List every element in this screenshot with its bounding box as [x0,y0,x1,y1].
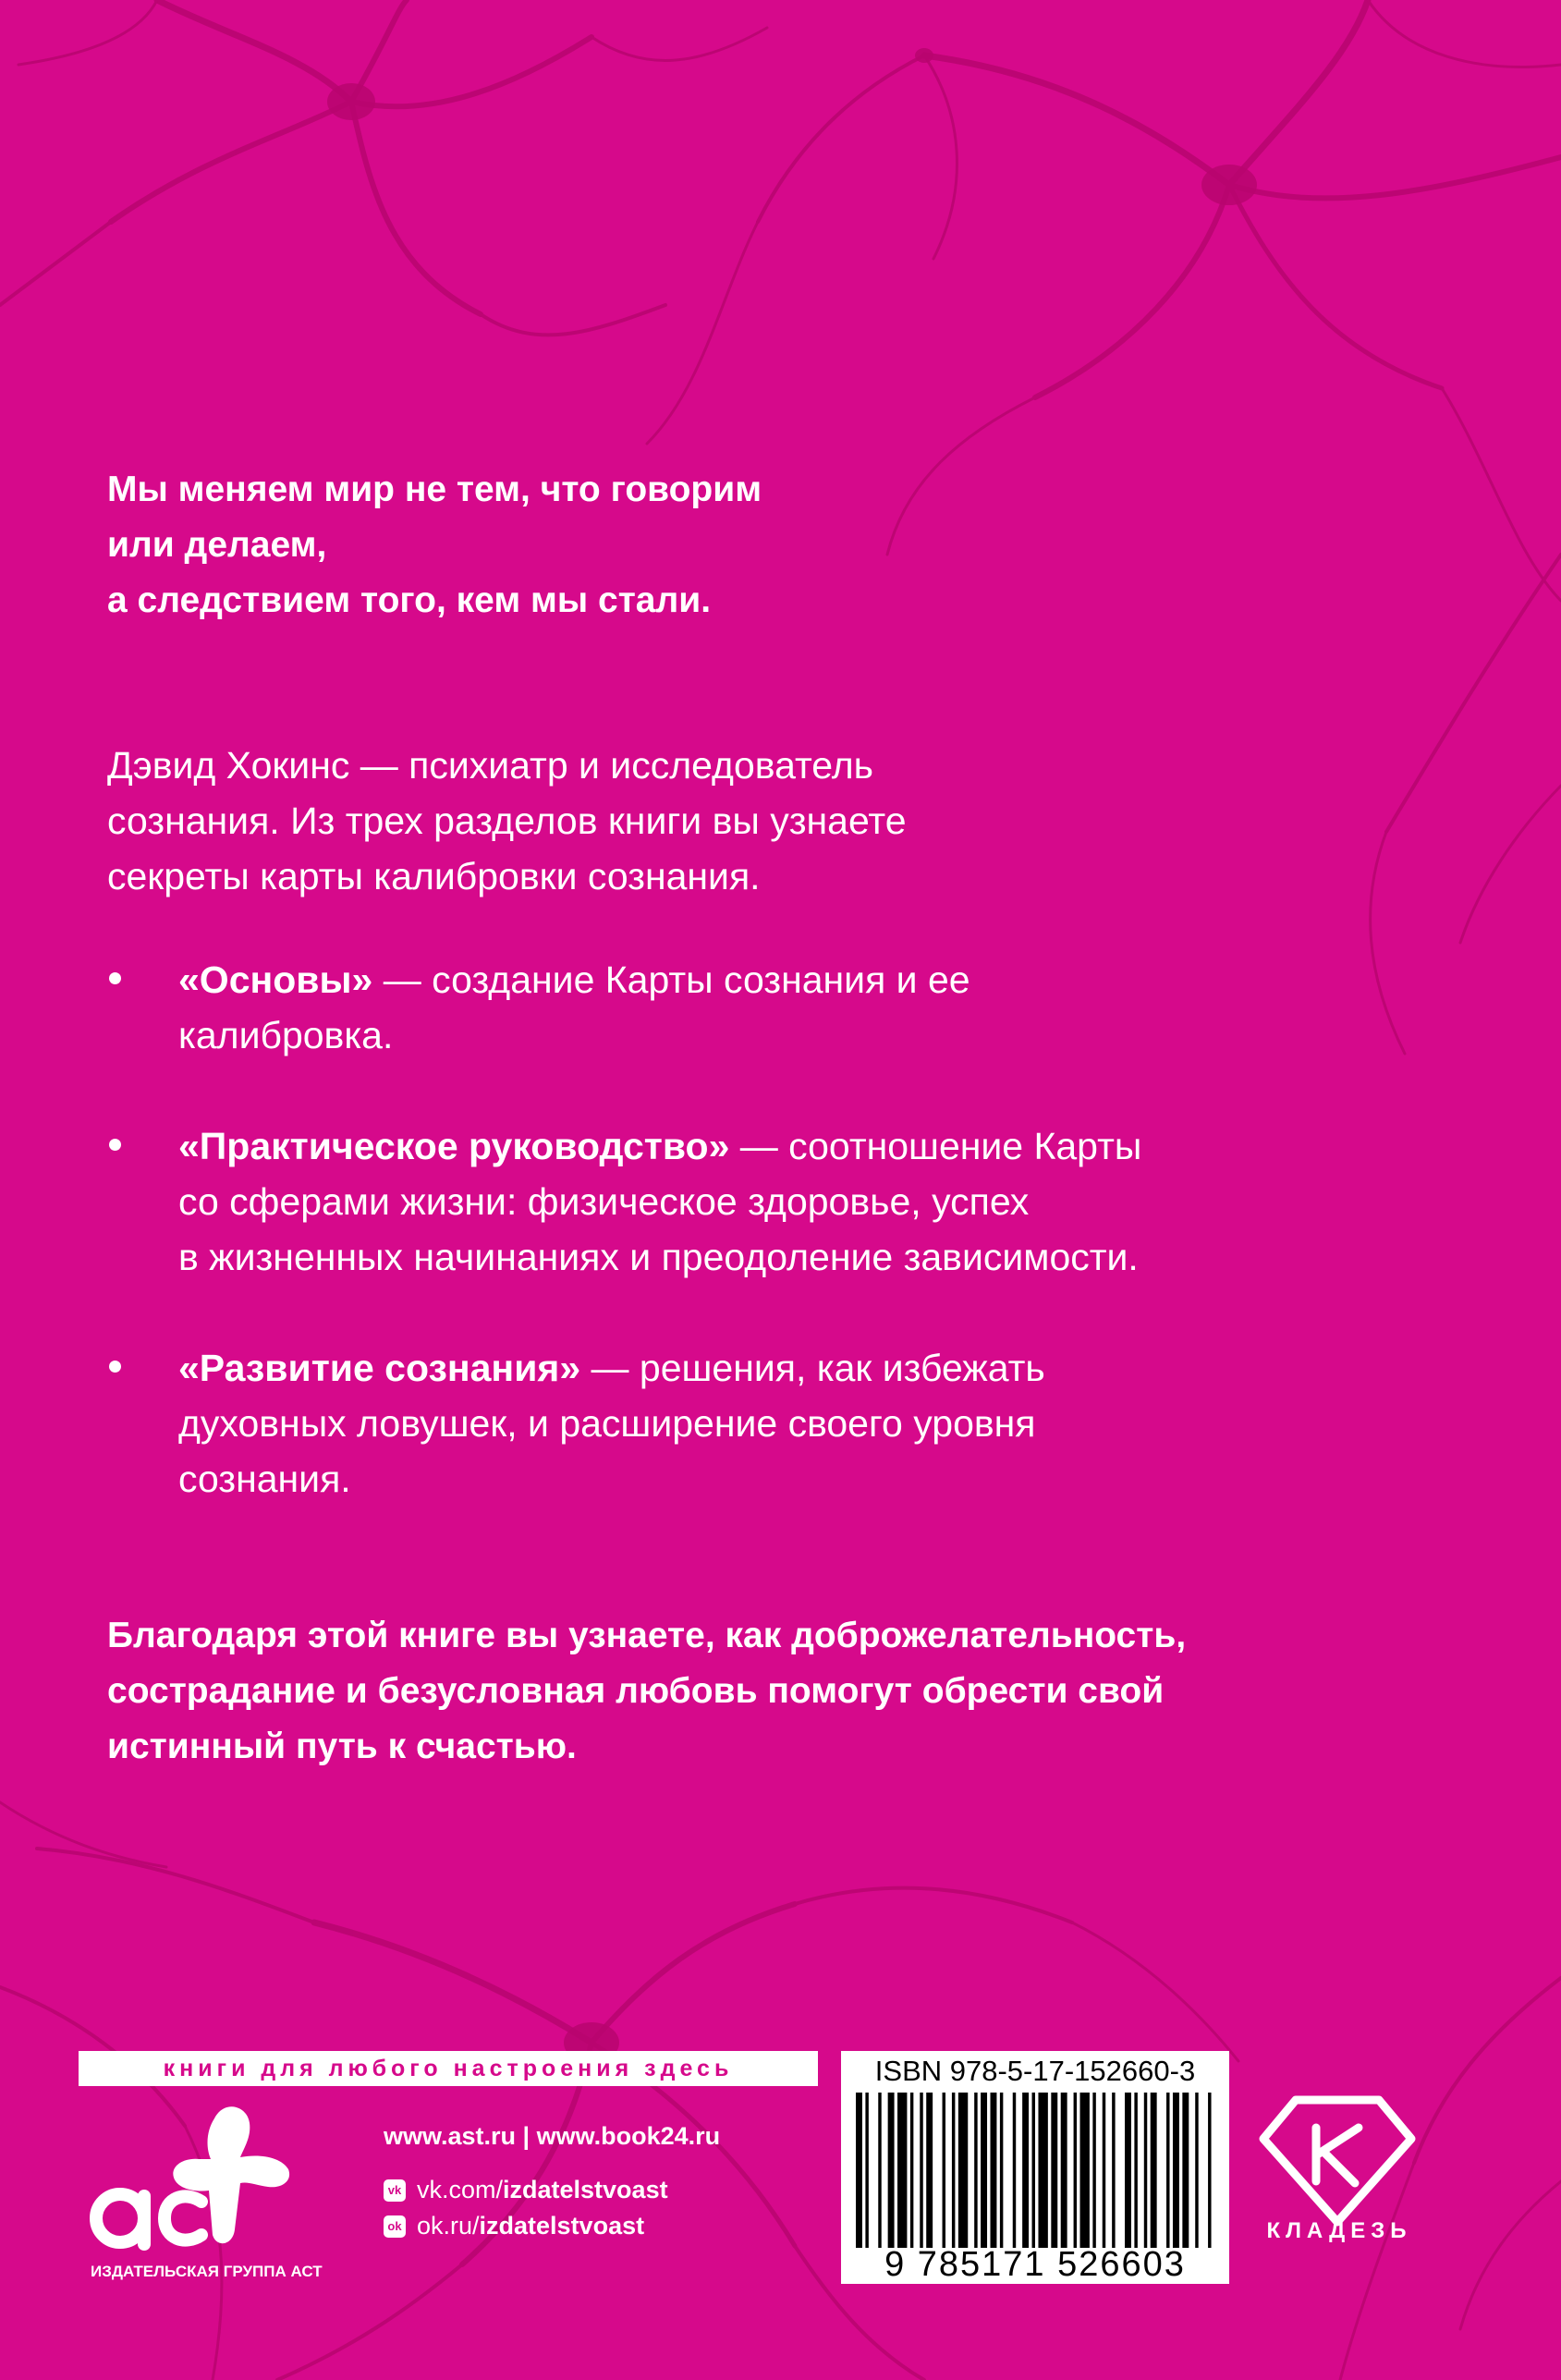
barcode-bar [910,2093,913,2248]
ok-icon: ok [384,2215,406,2238]
barcode-bar [1173,2093,1179,2248]
ok-prefix: ok.ru/ [417,2212,480,2240]
section-title: «Основы» [178,958,373,1001]
intro-line: сознания. Из трех разделов книги вы узнаете [107,799,907,842]
closing-line: истинный путь к счастью. [107,1727,577,1766]
barcode-bar [1032,2093,1035,2248]
barcode-bar [1103,2093,1105,2248]
barcode-bar [1038,2093,1047,2248]
barcode-bar [952,2093,955,2248]
publisher-caption: ИЗДАТЕЛЬСКАЯ ГРУППА АСТ [91,2263,323,2280]
barcode-bar [1092,2093,1095,2248]
barcode-bar [1074,2093,1077,2248]
barcode-bar [1000,2093,1003,2248]
epigraph-quote [107,462,1401,629]
bullet-dot-icon [109,1139,121,1151]
barcode-bar [1013,2093,1016,2248]
vk-handle: izdatelstvoast [503,2176,668,2203]
section-description: — решения, как избежать [580,1347,1045,1389]
bullet-dot-icon [109,1361,121,1373]
intro-paragraph [107,738,1401,904]
barcode-bar [1166,2093,1169,2248]
sections-list [107,952,1475,1562]
section-line: в жизненных начинаниях и преодоление зависимости. [178,1236,1139,1278]
section-description: — соотношение Карты [729,1125,1142,1167]
vk-prefix: vk.com/ [417,2176,504,2203]
vk-icon: vk [384,2179,406,2202]
barcode-bar [1112,2093,1115,2248]
section-line: со сферами жизни: физическое здоровье, успех [178,1180,1030,1223]
isbn-label: ISBN 978-5-17-152660-3 [874,2055,1196,2087]
barcode-bar [1208,2093,1211,2248]
list-item [107,1340,1475,1507]
barcode-bar [1022,2093,1029,2248]
bullet-dot-icon [109,972,121,984]
barcode-bar [920,2093,922,2248]
quote-line: или делаем, [107,525,327,565]
section-line: сознания. [178,1458,351,1500]
list-item [107,952,1475,1063]
barcode-bar [1134,2093,1137,2248]
isbn-barcode [841,2051,1229,2284]
kladez-diamond-logo [1259,2091,1416,2229]
barcode-bar [897,2093,907,2248]
section-line: духовных ловушек, и расширение своего уровня [178,1402,1036,1445]
intro-line: секреты карты калибровки сознания. [107,855,761,897]
barcode-bar [1080,2093,1090,2248]
website-links[interactable]: www.ast.ru | www.book24.ru [384,2122,721,2150]
imprint-name: КЛАДЕЗЬ [1266,2218,1412,2243]
barcode-bar [1151,2093,1157,2248]
barcode-bar [865,2093,868,2248]
section-line: калибровка. [178,1014,394,1056]
section-title: «Практическое руководство» [178,1125,730,1167]
barcode-bar [856,2093,862,2248]
ast-publisher-logo [85,2100,325,2255]
barcode-bar [926,2093,933,2248]
vk-link[interactable] [384,2176,668,2204]
tagline-banner: книги для любого настроения здесь [79,2051,818,2086]
ok-handle: izdatelstvoast [479,2212,645,2240]
barcode-bar [1144,2093,1147,2248]
barcode-bar [981,2093,987,2248]
barcode-bar [1195,2093,1198,2248]
quote-line: Мы меняем мир не тем, что говорим [107,470,762,509]
section-title: «Развитие сознания» [178,1347,581,1389]
barcode-bar [1051,2093,1057,2248]
list-item [107,1118,1475,1285]
barcode-bar [1061,2093,1067,2248]
barcode-bar [1182,2093,1189,2248]
barcode-bar [974,2093,977,2248]
barcode-bar [1125,2093,1131,2248]
barcode-bar [878,2093,881,2248]
intro-line: Дэвид Хокинс — психиатр и исследователь [107,744,874,787]
closing-line: Благодаря этой книге вы узнаете, как доброжелательность, [107,1616,1187,1655]
barcode-bars [856,2093,1214,2248]
barcode-bar [991,2093,997,2248]
barcode-bar [943,2093,945,2248]
closing-paragraph [107,1608,1494,1775]
closing-line: сострадание и безусловная любовь помогут обрести свой [107,1671,1165,1711]
ok-link[interactable] [384,2212,644,2240]
quote-line: а следствием того, кем мы стали. [107,580,712,620]
barcode-bar [958,2093,968,2248]
ean-digits: 9 785171 526603 [884,2245,1186,2284]
barcode-bar [888,2093,895,2248]
section-description: — создание Карты сознания и ее [372,958,970,1001]
